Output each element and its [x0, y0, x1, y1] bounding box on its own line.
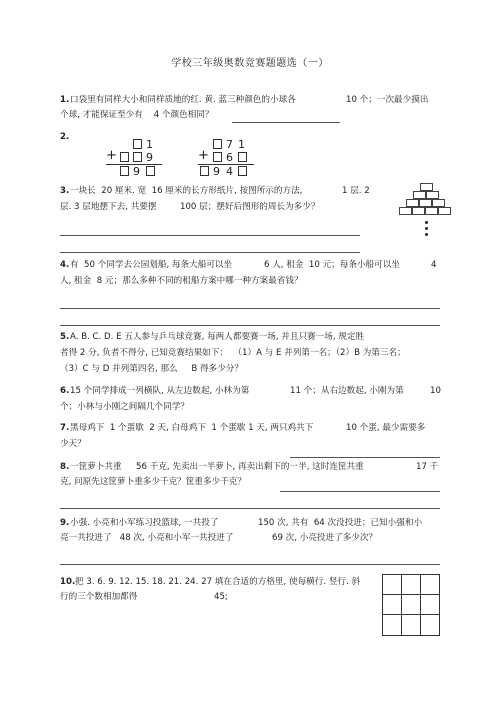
digit: 6 [226, 151, 233, 164]
magic-square-grid [382, 574, 440, 636]
q1-line1b: 10 个；一次最少摸出 [346, 95, 429, 105]
q9-line2b: 69 次, 小亮投进了多少次？ [272, 533, 378, 543]
q6-line1: 15 个同学排成一列横队, 从左边数起, 小林为第 [70, 386, 250, 396]
brick [432, 199, 445, 207]
q1-line2: 个球, 才能保证至少有 4 个颜色相同？ [60, 110, 214, 120]
grid-line [401, 575, 402, 635]
q3-line1b: 1 层. 2 [342, 186, 370, 196]
page-title: 学校三年级奥数竞赛题题选（一） [171, 58, 329, 69]
q4-line2: 人, 租金 8 元；那么多种不同的租船方案中哪一种方案最省钱？ [60, 276, 303, 286]
digit: 9 [133, 165, 140, 178]
q9-line2: 亮一共投进了 48 次, 小亮和小军一共投进了 [60, 533, 234, 543]
q5-number: 5. [60, 332, 70, 342]
plus-sign: + [106, 148, 117, 163]
grid-line [420, 575, 421, 635]
brick [399, 207, 412, 215]
q8-number: 8. [60, 462, 70, 472]
brick [419, 199, 432, 207]
q4-line1c: 4 [431, 260, 437, 270]
q7-line1b: 10 个蛋, 最少需要多 [346, 423, 426, 433]
digit-box [238, 166, 247, 176]
brick [426, 191, 439, 199]
digit-box [213, 139, 222, 149]
q1-line1: 口袋里有同样大小和同样质地的红. 黄. 蓝三种颜色的小球各 [70, 95, 296, 105]
q8-line1c: 17 千 [416, 462, 439, 472]
q6-line1c: 10 [430, 386, 441, 396]
grid-line [383, 594, 439, 595]
q8-line1: 一筐萝卜共重 [70, 462, 122, 472]
digit-box [120, 166, 129, 176]
grid-line [383, 614, 439, 615]
q9-line1: 小强. 小亮和小军练习投篮球, 一共投了 [70, 518, 219, 528]
q7-number: 7. [60, 423, 70, 433]
q7-answer-line [290, 457, 440, 458]
q5-line1: A. B. C. D. E 五人参与乒乓球竞赛, 每两人都要赛一场, 并且只赛一场, 规定胜 [70, 332, 365, 342]
q3-answer-line [60, 252, 360, 253]
digit-box [133, 152, 142, 162]
digit: 9 [146, 151, 153, 164]
q10-line2b: 45; [214, 592, 228, 602]
q5-line2: 者得 2 分, 负者不得分, 已知竞赛结果如下： （1）A 与 E 并列第一名；（2）B 为第三名； [60, 348, 406, 358]
q4-answer-line [60, 308, 440, 309]
q8-line1b: 56 千克, 先卖出一半萝卜, 再卖出剩下的一半, 这时连筐共重 [136, 462, 364, 472]
q10-number: 10. [60, 577, 76, 587]
q3-answer-line [60, 235, 360, 236]
q4-number: 4. [60, 260, 70, 270]
digit-box [146, 166, 155, 176]
digit-box [200, 166, 209, 176]
brick [438, 207, 451, 215]
continuation-dot [425, 221, 428, 224]
q3-line1: 一块长 20 厘米. 宽 16 厘米的长方形纸片, 按图所示的方法, [70, 186, 303, 196]
q4-line1: 有 50 个同学去公园划船, 每条大船可以坐 [70, 260, 233, 270]
q4-answer-line [60, 325, 440, 326]
q3-number: 3. [60, 186, 70, 196]
digit: 7 [226, 138, 233, 151]
q7-line1: 黑母鸡下 1 个蛋歇 2 天, 白母鸡下 1 个蛋歇 1 天, 两只鸡共下 [70, 423, 314, 433]
q6-line2: 个；小林与小刚之间隔几个同学？ [60, 402, 189, 412]
q2-number: 2. [60, 132, 70, 142]
q9-answer-line [60, 564, 440, 565]
q6-line1b: 11 个；从右边数起, 小刚为第 [290, 386, 404, 396]
q6-number: 6. [60, 386, 70, 396]
q1-answer-line [232, 122, 340, 123]
digit: 4 [226, 165, 233, 178]
plus-sign: + [198, 148, 209, 163]
digit: 1 [238, 138, 245, 151]
q8-answer-line [280, 491, 440, 492]
brick [412, 207, 425, 215]
q5-line3: （3）C 与 D 并列第四名, 那么 B 得多少分？ [60, 364, 243, 374]
q9-number: 9. [60, 518, 70, 528]
continuation-dot [425, 233, 428, 236]
q3-line2b: 100 层；摆好后图形的周长为多少？ [180, 202, 320, 212]
continuation-dot [425, 227, 428, 230]
digit-box [213, 152, 222, 162]
brick [425, 207, 438, 215]
q10-line1: 把 3. 6. 9. 12. 15. 18. 21. 24. 27 填在合适的方格里, 使每横行. 竖行. 斜 [75, 577, 361, 587]
digit-box [238, 152, 247, 162]
q7-line2: 少天？ [60, 439, 86, 449]
q1-number: 1. [60, 95, 70, 105]
q8-answer-line [60, 508, 440, 509]
q9-line1b: 150 次, 共有 64 次没投进；已知小强和小 [258, 518, 423, 528]
q8-line2: 克, 问原先这筐萝卜重多少千克？筐重多少千克？ [60, 477, 246, 487]
q3-line2: 层. 3 层地摆下去, 共要摆 [60, 202, 157, 212]
digit: 9 [213, 165, 220, 178]
brick [413, 191, 426, 199]
brick [420, 183, 433, 191]
digit: 1 [146, 138, 153, 151]
q10-line2: 行的三个数相加都得 [60, 592, 138, 602]
digit-box [120, 152, 129, 162]
q4-line1b: 6 人, 租金 10 元；每条小船可以坐 [264, 260, 400, 270]
digit-box [133, 139, 142, 149]
brick [406, 199, 419, 207]
